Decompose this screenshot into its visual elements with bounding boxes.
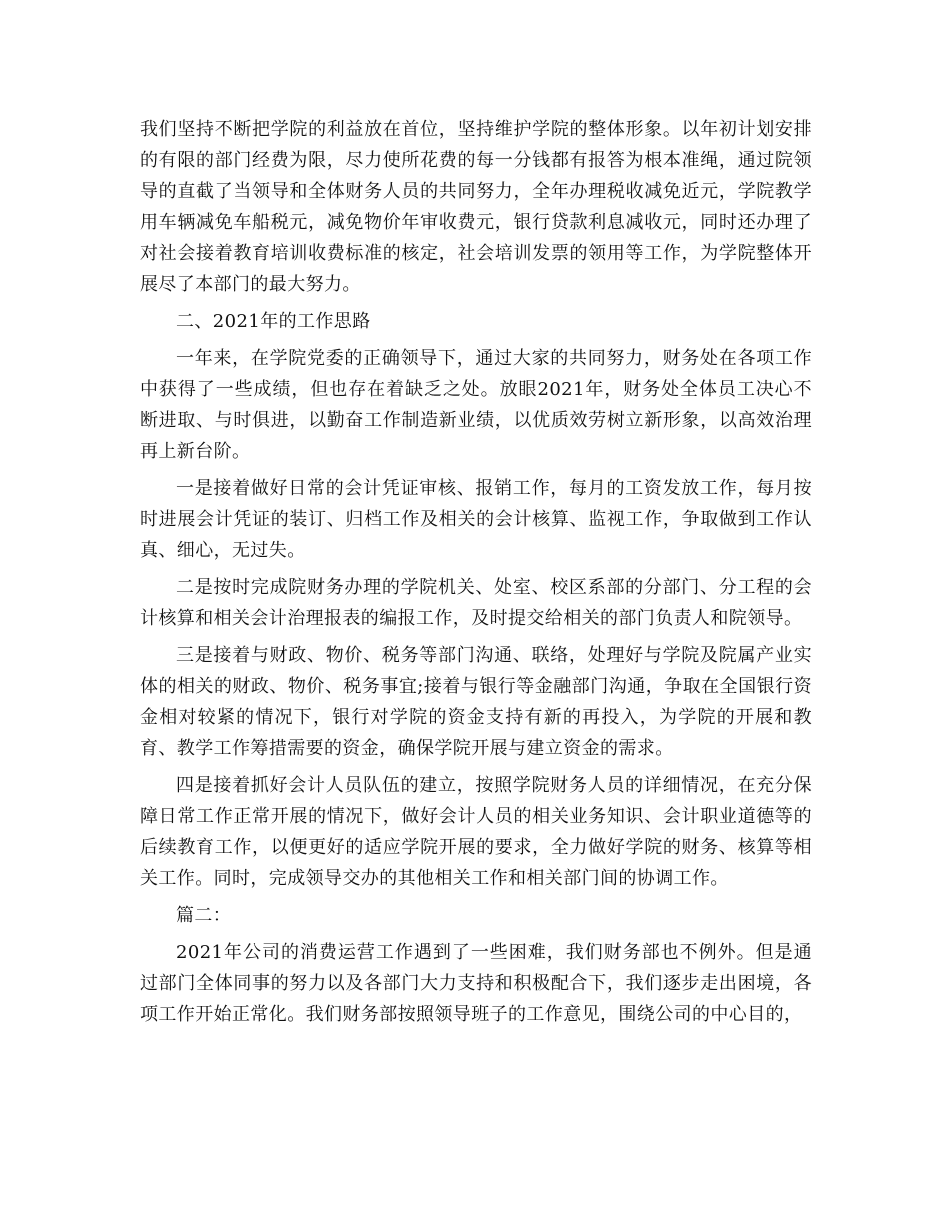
paragraph-continuation: 我们坚持不断把学院的利益放在首位，坚持维护学院的整体形象。以年初计划安排的有限的部门经费为限，尽力使所花费的每一分钱都有报答为根本准绳，通过院领导的直截了当领导和全体财务人员的共同努力，全年办理税收减免近元，学院教学用车辆减免车船税元，减免物价年审收费元，银行贷款利息减收元，同时还办理了对社会接着教育培训收费标准的核定，社会培训发票的领用等工作，为学院整体开展尽了本部门的最大努力。 — [140, 119, 812, 295]
section-heading-part-two: 篇二： — [176, 905, 232, 926]
paragraph-overview: 一年来，在学院党委的正确领导下，通过大家的共同努力，财务处在各项工作中获得了一些成绩，但也存在着缺乏之处。放眼2021年，财务处全体员工决心不断进取、与时俱进，以勤奋工作制造新业绩，以优质效劳树立新形象，以高效治理再上新台阶。 — [140, 348, 812, 462]
paragraph-item-3: 三是接着与财政、物价、税务等部门沟通、联络，处理好与学院及院属产业实体的相关的财政、物价、税务事宜;接着与银行等金融部门沟通，争取在全国银行资金相对较紧的情况下，银行对学院的资金支持有新的再投入，为学院的开展和教育、教学工作筹措需要的资金，确保学院开展与建立资金的需求。 — [140, 645, 812, 759]
paragraph-item-1: 一是接着做好日常的会计凭证审核、报销工作，每月的工资发放工作，每月按时进展会计凭证的装订、归档工作及相关的会计核算、监视工作，争取做到工作认真、细心，无过失。 — [140, 478, 812, 561]
paragraph-part-two-intro: 2021年公司的消费运营工作遇到了一些困难，我们财务部也不例外。但是通过部门全体同事的努力以及各部门大力支持和积极配合下，我们逐步走出困境，各项工作开始正常化。我们财务部按照领导班子的工作意见，围绕公司的中心目的， — [140, 942, 812, 1025]
document-body — [140, 114, 812, 1036]
paragraph-item-4: 四是接着抓好会计人员队伍的建立，按照学院财务人员的详细情况，在充分保障日常工作正常开展的情况下，做好会计人员的相关业务知识、会计职业道德等的后续教育工作，以便更好的适应学院开展的要求，全力做好学院的财务、核算等相关工作。同时，完成领导交办的其他相关工作和相关部门间的协调工作。 — [140, 775, 812, 889]
paragraph-item-2: 二是按时完成院财务办理的学院机关、处室、校区系部的分部门、分工程的会计核算和相关会计治理报表的编报工作，及时提交给相关的部门负责人和院领导。 — [140, 577, 812, 629]
section-heading-2021-work-plan: 二、2021年的工作思路 — [176, 311, 371, 332]
